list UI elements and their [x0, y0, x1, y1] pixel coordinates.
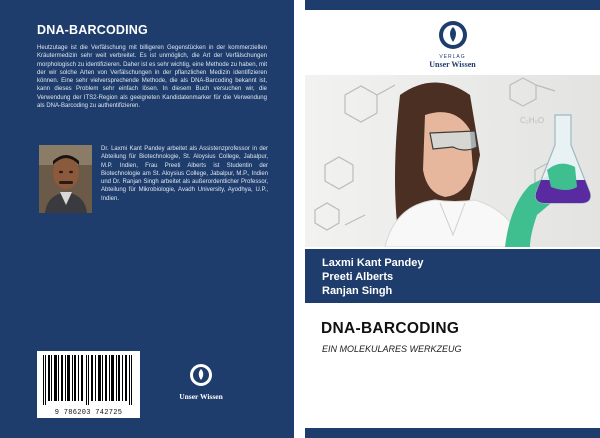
verlag-logo-icon: [189, 363, 213, 387]
back-cover-blurb: Heutzutage ist die Verfälschung mit billigeren Gegenstücken in der kommerziellen Kräutermedizin sehr weit verbreitet. Es ist unmöglich, die Art der Verfälschungen morphologisch zu identifizieren. Daher ist es sehr wichtig, eine Methode zu haben, mit der wir solche Arten von Verfälschungen in der pflanzlichen Medizin identifizieren können. Eine sehr vielversprechende Methode, die als DNA-Barcoding bekannt ist, kann dieses Problem sehr einfach lösen. In diesem Buch versuchen wir, die Verwendung der ITS2-Region als geeigneten Kandidatenmarker für die Verwendung als DNA-Barcoding zu authentifizieren.: [37, 45, 267, 110]
front-cover: [305, 0, 600, 438]
author-name-1: Laxmi Kant Pandey: [322, 257, 424, 269]
publisher-logo-front: [305, 20, 600, 69]
back-cover: [0, 0, 294, 438]
front-bottom-bar: [305, 428, 600, 438]
author-name-2: Preeti Alberts: [322, 271, 394, 283]
book-subtitle: EIN MOLEKULARES WERKZEUG: [322, 344, 462, 354]
publisher-logo-back: [166, 363, 236, 401]
authors-band: [305, 249, 600, 303]
verlag-logo-icon: [438, 20, 468, 50]
spine: [294, 0, 305, 438]
front-top-bar: [305, 0, 600, 10]
svg-text:C₂H₅O: C₂H₅O: [520, 116, 545, 125]
back-cover-title: DNA-BARCODING: [37, 23, 148, 37]
author-portrait-image: [39, 145, 92, 213]
publisher-name-back: Unser Wissen: [179, 392, 223, 401]
publisher-verlag-label: VERLAG: [439, 54, 466, 60]
barcode-icon: [41, 355, 136, 405]
publisher-name-front: Unser Wissen: [429, 60, 476, 69]
scientist-with-flask-image: [305, 75, 600, 247]
author-bio: Dr. Laxmi Kant Pandey arbeitet als Assistenzprofessor in der Abteilung für Biotechnologie, St. Aloysius College, Jabalpur, M.P. Indien, Frau Preeti Alberts ist Studentin der Biotechnologie am St. Aloysius College, Jabalpur, M.P., Indien und Dr. Ranjan Singh arbeitet als außerordentlicher Professor, Abteilung für Mikrobiologie, Avadh University, Ayodhya, U.P., Indien.: [101, 146, 268, 202]
isbn-barcode: [37, 351, 140, 418]
isbn-number: 9 786203 742725: [54, 409, 123, 417]
book-title: DNA-BARCODING: [321, 320, 460, 337]
author-name-3: Ranjan Singh: [322, 285, 393, 297]
